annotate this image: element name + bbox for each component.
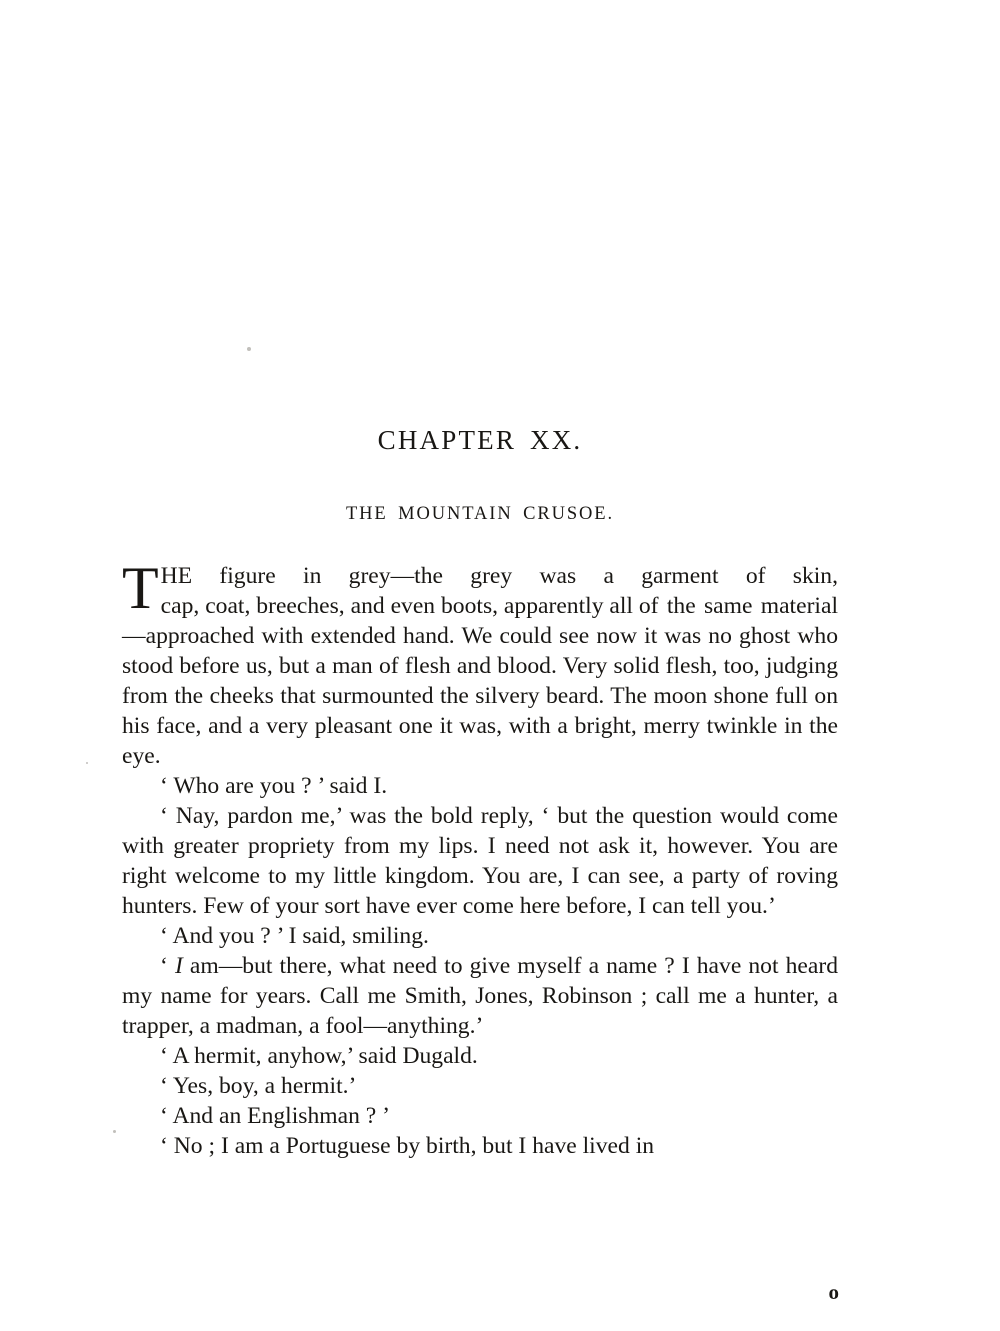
paragraph-opening xyxy=(122,555,839,771)
page-signature-mark: o xyxy=(828,1280,840,1304)
paragraph-and-you: ‘ And you ? ’ I said, smiling. xyxy=(160,923,429,949)
paragraph-who-are-you: ‘ Who are you ? ’ said I. xyxy=(160,773,388,799)
paragraph-i-am-but-there xyxy=(122,951,838,1041)
paragraph-yes-boy-a-hermit: ‘ Yes, boy, a hermit.’ xyxy=(160,1073,357,1099)
italic-pronoun: I xyxy=(174,953,183,979)
paper-speck xyxy=(86,762,88,764)
opening-first-line: HE figure in grey—the grey was a garment of skin, xyxy=(160,563,838,589)
paragraph-and-an-englishman: ‘ And an Englishman ? ’ xyxy=(160,1103,390,1129)
paragraph-a-hermit-anyhow: ‘ A hermit, anyhow,’ said Dugald. xyxy=(160,1043,478,1069)
paragraph-no-i-am-a-portuguese: ‘ No ; I am a Portuguese by birth, but I have lived in xyxy=(160,1133,655,1159)
chapter-title: CHAPTER XX. xyxy=(377,425,583,455)
paper-speck xyxy=(113,1130,116,1133)
body-text xyxy=(122,555,839,1161)
paragraph-i-am-remainder: am—but there, what need to give myself a name ? I have not heard my name for years. Call me Smith, Jones, Robinson ; call me a hunter, a trapper, a madman, a fool—anything.’ xyxy=(122,953,838,1039)
chapter-subtitle: THE MOUNTAIN CRUSOE. xyxy=(345,504,615,524)
drop-cap-letter: T xyxy=(122,555,159,621)
opening-second-line: cap, coat, breeches, and even boots, apparently all of xyxy=(160,593,659,619)
text-column xyxy=(122,425,838,1161)
opening-remainder: the same material—approached with extended hand. We could see now it was no ghost who stood before us, but a man of flesh and blood. Very solid flesh, too, judging from the cheeks that surmounted the silvery beard. The moon shone full on his face, and a very pleasant one it was, with a bright, merry twinkle in the eye. xyxy=(122,593,839,769)
paper-speck xyxy=(247,347,251,351)
paragraph-nay-pardon-me: ‘ Nay, pardon me,’ was the bold reply, ‘ but the question would come with greater propriety from my lips. I need not ask it, however. You are right welcome to my little kingdom. You are, I can see, a party of roving hunters. Few of your sort have ever come here before, I can tell you.’ xyxy=(122,803,838,919)
quote-open-mark: ‘ xyxy=(160,953,175,979)
